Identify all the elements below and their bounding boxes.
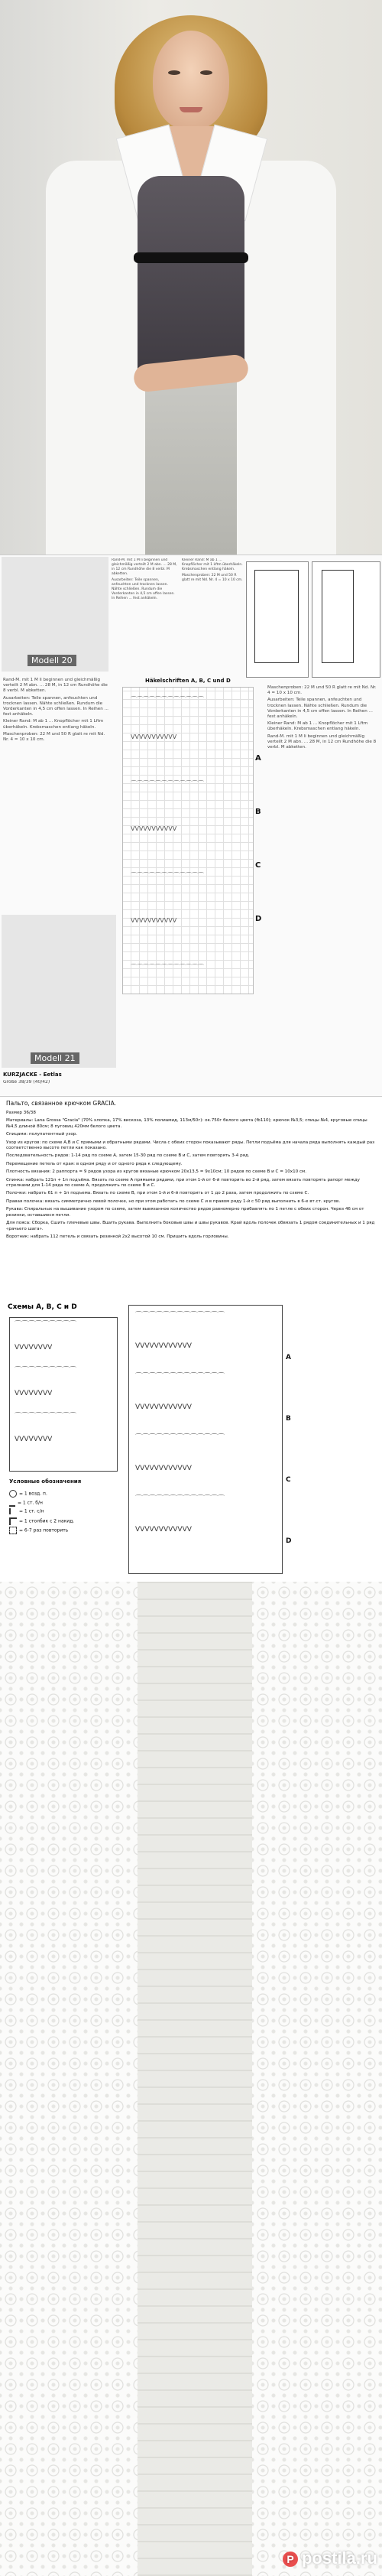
kurzjacke-sizes: Größe 38/39 (40/42)	[3, 1080, 50, 1085]
text-paragraph: Rand-M. mit 1 M li beginnen und gleichmäßig verteilt 2 M abn. ... 28 M, in 12 cm Rundhöhe die 8 verbl. M abketten.	[112, 558, 177, 576]
model-jeans	[145, 375, 237, 555]
coat-inner-band	[138, 1582, 252, 2576]
text-paragraph: Kleiner Rand: M ab 1 ... Knopflöcher mit 1 Lftm überhäkeln. Krebsmaschen entlang häkeln.	[267, 721, 368, 732]
legend-label: = 1 ст. с/н	[19, 1508, 44, 1514]
instruction-paragraph: Рукава: Спиральных на вышивание узором по схеме, затем вывязанное количество рядов равномерно прибавлять по 1 петле с обеих сторон. Через 46 см от резинки, оставшиеся петли.	[6, 1207, 364, 1218]
stitch-row: ⌒⌒⌒⌒⌒⌒⌒⌒⌒⌒⌒⌒⌒	[135, 1373, 225, 1381]
instruction-paragraph: Последовательность рядов: 1-14 ряд по схеме А, затем 15-30 ряд по схеме В и С, затем повторять 3-4 ряд.	[6, 1153, 250, 1159]
stitch-symbol: ⅤⅤⅤⅤⅤⅤⅤⅤⅤⅤⅤ	[131, 917, 177, 924]
chart-tag-a: A	[286, 1354, 291, 1361]
pin-icon: P	[283, 2552, 298, 2567]
instruction-paragraph: Спицами: полупатентный узор.	[6, 1132, 78, 1137]
model-tag-21: Modell 21	[31, 1052, 79, 1064]
legend-item	[9, 1527, 68, 1534]
stitch-symbol: ⅤⅤⅤⅤⅤⅤⅤⅤⅤⅤⅤ	[131, 825, 177, 832]
instruction-paragraph: Перемещение петель от края: в одном ряду и от одного ряда к следующему.	[6, 1161, 183, 1166]
stitch-symbol: ⅤⅤⅤⅤⅤⅤⅤⅤⅤⅤⅤ	[131, 733, 177, 740]
legend-title: Условные обозначения	[9, 1478, 82, 1485]
watermark	[283, 2548, 377, 2568]
legend-label: = 6-7 раз повторить	[19, 1527, 69, 1534]
repeat-icon	[9, 1527, 17, 1534]
model-belt	[134, 252, 248, 263]
thumbnail-kurzjacke	[2, 915, 116, 1068]
stitch-row: ⅤⅤⅤⅤⅤⅤⅤⅤⅤⅤⅤⅤ	[135, 1403, 192, 1411]
stitch-row: ⌒⌒⌒⌒⌒⌒⌒⌒⌒	[15, 1413, 77, 1420]
legend-label: = 1 столбик с 2 накид.	[19, 1518, 75, 1524]
chart-tag-d: D	[286, 1537, 292, 1545]
model-photo	[0, 0, 382, 555]
stitch-row: ⅤⅤⅤⅤⅤⅤⅤⅤⅤⅤⅤⅤ	[135, 1465, 192, 1472]
text-paragraph: Maschenproben: 22 M und 50 R glatt re mit Nd. Nr. 4 = 10 x 10 cm.	[267, 685, 377, 696]
text-paragraph: Rand-M. mit 1 M li beginnen und gleichmäßig verteilt 2 M abn. ... 28 M, in 12 cm Rundhöhe die 8 verbl. M abketten.	[267, 733, 377, 750]
text-paragraph: Ausarbeiten: Teile spannen, anfeuchten und trocknen lassen. Nähte schließen. Rundum die Vorderkanten in 4,5 cm offen lassen. In Reihen ... fest anhäkeln.	[112, 578, 175, 600]
model-eye-right	[200, 70, 212, 75]
crochet-chart-left	[9, 1317, 118, 1472]
pattern-schema-front	[312, 561, 380, 678]
instruction-paragraph: Полочки: набрать 61 п + 1п подъема. Вязать по схеме В, при этом 1-й и 6-й повторить от 1 до 2 раза, затем продолжить по схеме С.	[6, 1191, 309, 1196]
magazine-scan	[0, 555, 382, 1097]
legend-item	[9, 1490, 47, 1498]
model-face	[153, 31, 229, 130]
text-paragraph: Ausarbeiten: Teile spannen, anfeuchten und trocknen lassen. Nähte schließen. Rundum die Vorderkanten in 4,5 cm offen lassen. In Reihen ... fest anhäkeln.	[3, 695, 108, 717]
watermark-text: postila.ru	[301, 2548, 377, 2568]
lace-strip-left	[0, 1582, 138, 2576]
stitch-row: ⅤⅤⅤⅤⅤⅤⅤⅤ	[15, 1390, 53, 1397]
model-top	[138, 176, 244, 375]
stitch-row: ⅤⅤⅤⅤⅤⅤⅤⅤ	[15, 1344, 53, 1351]
stitch-row: ⌒⌒⌒⌒⌒⌒⌒⌒⌒	[15, 1321, 77, 1329]
model-eye-left	[168, 70, 180, 75]
instruction-paragraph: Узор из кругов: по схеме А,В и С прямыми и обратными рядами. Числа с обеих сторон показывают ряды. Петли подъёма для начала ряда выполнять каждый раз соответственно высоте петли как показано.	[6, 1140, 375, 1151]
schema-outline	[322, 570, 354, 663]
kurzjacke-title: KURZJACKE - Eetlas	[3, 1072, 62, 1078]
text-paragraph: Kleiner Rand: M ab 1 ... Knopflöcher mit 1 Lftm überhäkeln. Krebsmaschen entlang häkeln.	[3, 719, 104, 730]
chart-label-a: A	[255, 754, 261, 763]
text-paragraph: Maschenproben: 22 M und 50 R glatt re mit Nd. Nr. 4 = 10 x 10 cm.	[182, 574, 243, 582]
treble-crochet-icon	[9, 1517, 17, 1525]
stitch-row: ⌒⌒⌒⌒⌒⌒⌒⌒⌒	[15, 1367, 77, 1374]
stitch-row: ⅤⅤⅤⅤⅤⅤⅤⅤ	[15, 1436, 53, 1443]
model-tag-20: Modell 20	[28, 655, 76, 666]
legend-item	[9, 1517, 74, 1525]
crochet-chart	[122, 687, 254, 994]
instruction-paragraph: Размер 36/38	[6, 1111, 36, 1115]
instruction-paragraph: Для пояса: Сборка, Сшить плечевые швы. Вшить рукава. Выполнить боковые швы и швы рукавов. Край вдоль полочек обвязать 1 рядом соединительных и 1 ряд «рачьего шага».	[6, 1221, 375, 1231]
instruction-paragraph: Материалы: Lana Grossa "Gracia" (70% хлопка, 17% вискоза, 13% полиамид, 113м/50г): ок.750г белого цвета (fb110); крючок №3,5; спицы №4, круговые спицы №4,5 длиной 80см; 8 пуговиц 420мм белого цвета.	[6, 1118, 367, 1129]
text-column-2	[182, 558, 243, 673]
stitch-row: ⅤⅤⅤⅤⅤⅤⅤⅤⅤⅤⅤⅤ	[135, 1526, 192, 1534]
lace-texture	[2, 915, 116, 1068]
schemes-area	[6, 1302, 376, 1577]
legend-label: = 1 ст. б/н	[18, 1500, 43, 1506]
legend-item	[9, 1499, 43, 1507]
text-column-right	[267, 685, 379, 991]
chart-tag-c: C	[286, 1476, 291, 1484]
double-crochet-icon	[9, 1508, 17, 1514]
text-paragraph: Kleiner Rand: M ab 1 ... Knopflöcher mit 1 Lftm überhäkeln. Krebsmaschen entlang häkeln.	[182, 558, 243, 571]
chart-tag-b: B	[286, 1415, 291, 1423]
lace-strip-right	[252, 1582, 382, 2576]
legend-item	[9, 1508, 44, 1514]
stitch-symbol: ⌒⌒⌒⌒⌒⌒⌒⌒⌒⌒⌒⌒	[131, 872, 204, 879]
schemes-title: Схемы А, В, С и D	[8, 1303, 77, 1311]
text-column-left	[3, 678, 110, 907]
chart-label-d: D	[255, 915, 262, 923]
stitch-symbol: ⌒⌒⌒⌒⌒⌒⌒⌒⌒⌒⌒⌒	[131, 964, 204, 971]
chain-icon	[9, 1490, 17, 1498]
legend-label: = 1 возд. п.	[19, 1491, 47, 1497]
text-column-1	[112, 558, 179, 673]
model-mouth	[180, 107, 202, 112]
instructions-title: Пальто, связанное крючком GRACIA.	[6, 1100, 116, 1107]
instruction-paragraph: Правая полочка: вязать симметрично левой полочке, но при этом работать по схеме С и в правом ряду 1-й с 50 ряд выполнить в 6-е вт.ст. кругов.	[6, 1199, 341, 1204]
instruction-paragraph: Спинка: набрать 121п + 1п подъёма. Вязать по схеме A прямыми рядами, при этом 1-й от 6-й повторить во 2-й ряд, затем вязать повторять рапорт между стрелками для 1-14 ряда по схеме А, продолжить по схеме В и С.	[6, 1177, 360, 1189]
crochet-chart-main	[128, 1305, 283, 1574]
pattern-schema-back	[246, 561, 309, 678]
russian-instructions	[0, 1095, 382, 1582]
single-crochet-icon	[9, 1499, 15, 1507]
stitch-symbol: ⌒⌒⌒⌒⌒⌒⌒⌒⌒⌒⌒⌒	[131, 780, 204, 787]
chart-label-b: B	[255, 808, 261, 816]
instruction-paragraph: Воротник: набрать 112 петель и связать резинкой 2х2 высотой 10 см. Пришить вдоль горловины.	[6, 1234, 229, 1239]
text-paragraph: Maschenproben: 22 M und 50 R glatt re mit Nd. Nr. 4 = 10 x 10 cm.	[3, 731, 105, 743]
stitch-symbol: ⌒⌒⌒⌒⌒⌒⌒⌒⌒⌒⌒⌒	[131, 696, 204, 703]
crochet-chart-title: Häkelschriften A, B, C und D	[145, 678, 231, 684]
instruction-paragraph: Плотность вязания: 2 раппорта = 9 рядов узора из кругов вязаные крючком 20х13,5 = 9х10см; 10 рядов по схеме В и С = 10х10 см.	[6, 1169, 307, 1175]
fabric-closeup	[0, 1582, 382, 2576]
chart-label-c: C	[255, 861, 261, 870]
text-paragraph: Rand-M. mit 1 M li beginnen und gleichmäßig verteilt 2 M abn. ... 28 M, in 12 cm Rundhöhe die 8 verbl. M abketten.	[3, 678, 108, 694]
stitch-row: ⌒⌒⌒⌒⌒⌒⌒⌒⌒⌒⌒⌒⌒	[135, 1434, 225, 1442]
text-paragraph: Ausarbeiten: Teile spannen, anfeuchten und trocknen lassen. Nähte schließen. Rundum die Vorderkanten in 4,5 cm offen lassen. In Reihen ... fest anhäkeln.	[267, 698, 373, 720]
schema-outline	[254, 570, 299, 663]
stitch-row: ⌒⌒⌒⌒⌒⌒⌒⌒⌒⌒⌒⌒⌒	[135, 1312, 225, 1319]
stitch-row: ⅤⅤⅤⅤⅤⅤⅤⅤⅤⅤⅤⅤ	[135, 1342, 192, 1350]
stitch-row: ⌒⌒⌒⌒⌒⌒⌒⌒⌒⌒⌒⌒⌒	[135, 1495, 225, 1503]
